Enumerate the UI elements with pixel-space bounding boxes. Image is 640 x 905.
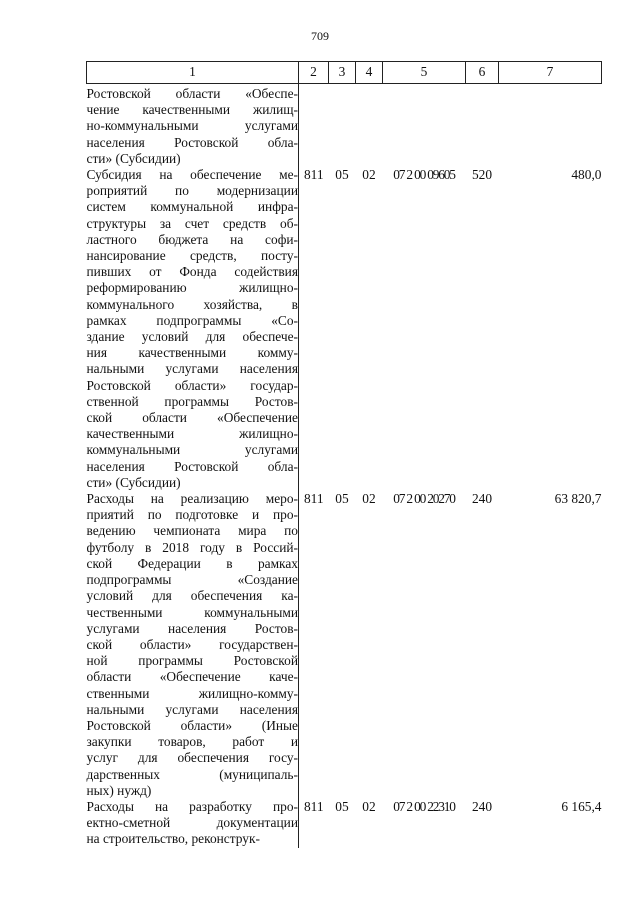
description-line: ской Федерации в рамках <box>86 555 298 571</box>
description-line: населения Ростовской обла- <box>86 458 298 474</box>
description-line: Ростовской области» (Иные <box>86 717 298 733</box>
table-row <box>87 84 602 168</box>
description-line: Ростовской области» государ- <box>86 377 298 393</box>
subsection-code: 02 <box>362 491 376 507</box>
description-line: систем коммунальной инфра- <box>86 199 298 215</box>
expense-type-code: 240 <box>471 798 493 814</box>
section-code: 05 <box>335 167 349 183</box>
section-code: 05 <box>335 491 349 507</box>
header-row <box>87 62 602 84</box>
description-line: рамках подпрограммы «Со- <box>86 312 298 328</box>
description-line: на строительство, реконструк- <box>86 831 260 847</box>
ministry-code <box>299 84 329 168</box>
amount-value: 480,0 <box>571 167 602 183</box>
amount-value <box>499 84 602 168</box>
table-row <box>87 491 602 799</box>
description-line: пивших от Фонда содействия <box>86 264 298 280</box>
column-header: 7 <box>499 62 602 84</box>
column-header: 3 <box>329 62 356 84</box>
description-line: сти» (Субсидии) <box>86 150 181 166</box>
expense-type-code: 520 <box>471 167 493 183</box>
description-line: реформированию жилищно- <box>86 280 298 296</box>
ministry-code: 811 <box>303 798 324 814</box>
target-article-code: 07 2 00 20270 <box>393 491 455 507</box>
row-description <box>87 84 299 168</box>
amount-value: 63 820,7 <box>554 491 602 507</box>
description-line: сти» (Субсидии) <box>86 474 181 490</box>
description-line: услугами населения Ростов- <box>86 620 298 636</box>
row-description <box>87 799 299 848</box>
description-line: Расходы на разработку про- <box>86 798 298 814</box>
description-line: структуры за счет средств об- <box>86 215 298 231</box>
table-row <box>87 167 602 491</box>
amount-value: 6 165,4 <box>561 798 602 814</box>
description-line: ственной программы Ростов- <box>86 393 298 409</box>
description-line: здание условий для обеспече- <box>86 329 298 345</box>
description-line: коммунального хозяйства, в <box>86 296 298 312</box>
description-line: ния качественными комму- <box>86 345 298 361</box>
section-code: 05 <box>335 798 349 814</box>
ministry-code: 811 <box>303 167 324 183</box>
description-line: Ростовской области «Обеспе- <box>86 86 298 101</box>
description-line: Расходы на реализацию меро- <box>86 491 298 507</box>
description-line: дарственных (муниципаль- <box>86 766 298 782</box>
description-line: закупки товаров, работ и <box>86 734 298 750</box>
column-header: 5 <box>383 62 466 84</box>
description-line: ственными жилищно-комму- <box>86 685 298 701</box>
row-description <box>87 491 299 799</box>
description-line: ской области «Обеспечение <box>86 410 298 426</box>
description-line: области «Обеспечение каче- <box>86 669 298 685</box>
description-line: футболу в 2018 году в Россий- <box>86 539 298 555</box>
description-line: качественными жилищно- <box>86 426 298 442</box>
column-header: 4 <box>356 62 383 84</box>
description-line: населения Ростовской обла- <box>86 134 298 150</box>
column-header: 2 <box>299 62 329 84</box>
target-article-code: 07 2 00 09605 <box>393 167 455 183</box>
description-line: роприятий по модернизации <box>86 183 298 199</box>
description-line: но-коммунальными услугами <box>86 118 298 134</box>
expense-type-code: 240 <box>471 491 493 507</box>
description-line: подпрограммы «Создание <box>86 572 298 588</box>
table-row <box>87 799 602 848</box>
budget-table <box>86 61 602 848</box>
expense-type-code <box>466 84 499 168</box>
description-line: ластного бюджета на софи- <box>86 231 298 247</box>
row-description <box>87 167 299 491</box>
page-number: 709 <box>311 29 329 43</box>
description-line: ектно-сметной документации <box>86 815 298 831</box>
description-line: чение качественными жилищ- <box>86 102 298 118</box>
subsection-code: 02 <box>362 167 376 183</box>
description-line: нальными услугами населения <box>86 701 298 717</box>
description-line: нальными услугами населения <box>86 361 298 377</box>
description-line: ных) нужд) <box>86 782 152 798</box>
description-line: ведению чемпионата мира по <box>86 523 298 539</box>
target-article-code <box>383 84 466 168</box>
description-line: ской области» государствен- <box>86 636 298 652</box>
description-line: условий для обеспечения ка- <box>86 588 298 604</box>
description-line: коммунальными услугами <box>86 442 298 458</box>
description-line: Субсидия на обеспечение ме- <box>86 167 298 183</box>
column-header: 6 <box>466 62 499 84</box>
column-header: 1 <box>87 62 299 84</box>
description-line: нансирование средств, посту- <box>86 248 298 264</box>
ministry-code: 811 <box>303 491 324 507</box>
subsection-code: 02 <box>362 798 376 814</box>
description-line: ной программы Ростовской <box>86 653 298 669</box>
description-line: чественными коммунальными <box>86 604 298 620</box>
description-line: услуг для обеспечения госу- <box>86 750 298 766</box>
target-article-code: 07 2 00 22310 <box>393 798 455 814</box>
section-code <box>329 84 356 168</box>
subsection-code <box>356 84 383 168</box>
description-line: приятий по подготовке и про- <box>86 507 298 523</box>
